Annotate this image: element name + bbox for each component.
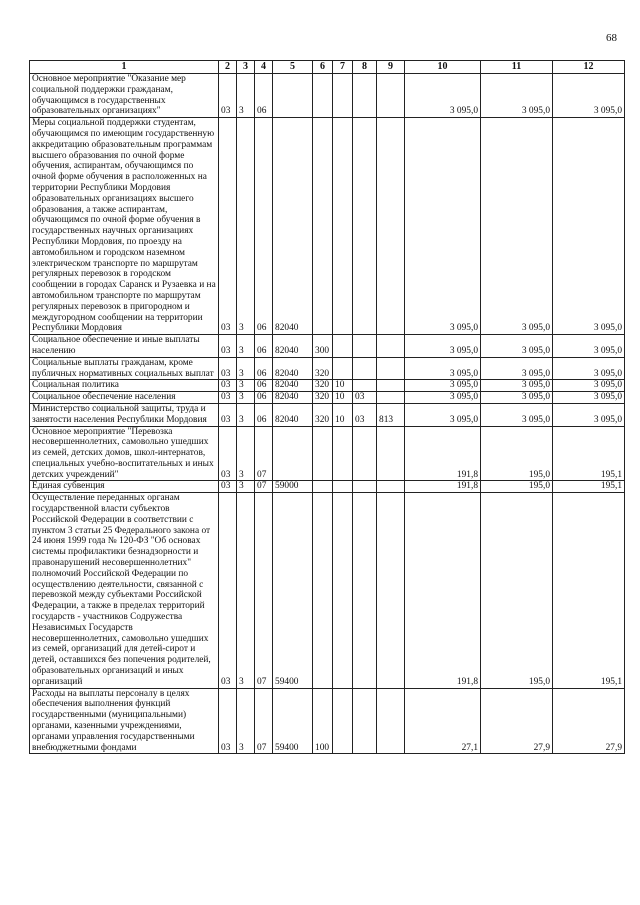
cell-code-9: [377, 493, 405, 688]
cell-amount-10: 191,8: [405, 426, 481, 481]
cell-code-9: [377, 335, 405, 358]
cell-code-6: 100: [313, 688, 333, 754]
cell-code-2: 03: [219, 335, 237, 358]
cell-code-3: 3: [237, 357, 255, 380]
cell-code-6: 320: [313, 380, 333, 392]
cell-code-3: 3: [237, 481, 255, 493]
cell-code-5: [273, 426, 313, 481]
cell-code-9: [377, 688, 405, 754]
cell-code-9: [377, 481, 405, 493]
cell-code-4: 06: [255, 357, 273, 380]
cell-code-7: [333, 74, 353, 118]
cell-amount-12: 3 095,0: [553, 392, 625, 404]
cell-amount-12: 3 095,0: [553, 357, 625, 380]
cell-amount-10: 191,8: [405, 493, 481, 688]
table-row: [30, 392, 625, 404]
cell-amount-10: 27,1: [405, 688, 481, 754]
column-header: 10: [405, 61, 481, 74]
table-row: [30, 426, 625, 481]
column-header: 1: [30, 61, 219, 74]
cell-code-9: 813: [377, 403, 405, 426]
cell-code-2: 03: [219, 481, 237, 493]
cell-code-7: [333, 481, 353, 493]
cell-amount-10: 3 095,0: [405, 403, 481, 426]
cell-code-2: 03: [219, 493, 237, 688]
page-number: 68: [606, 32, 617, 44]
column-header: 12: [553, 61, 625, 74]
cell-code-3: 3: [237, 403, 255, 426]
cell-code-4: 07: [255, 493, 273, 688]
cell-code-8: 03: [353, 392, 377, 404]
table-header-row: [30, 61, 625, 74]
table-row: [30, 380, 625, 392]
cell-amount-10: 3 095,0: [405, 380, 481, 392]
cell-code-5: 59000: [273, 481, 313, 493]
cell-code-6: 320: [313, 403, 333, 426]
cell-amount-11: 3 095,0: [481, 403, 553, 426]
row-name: Министерство социальной защиты, труда и занятости населения Республики Мордовия: [30, 403, 219, 426]
cell-code-3: 3: [237, 335, 255, 358]
row-name: Социальное обеспечение населения: [30, 392, 219, 404]
cell-code-8: [353, 688, 377, 754]
cell-code-6: [313, 118, 333, 335]
column-header: 11: [481, 61, 553, 74]
column-header: 3: [237, 61, 255, 74]
cell-code-4: 06: [255, 392, 273, 404]
column-header: 5: [273, 61, 313, 74]
cell-code-8: [353, 481, 377, 493]
table-row: [30, 481, 625, 493]
table-row: [30, 357, 625, 380]
row-name: Единая субвенция: [30, 481, 219, 493]
row-name: Социальные выплаты гражданам, кроме публичных нормативных социальных выплат: [30, 357, 219, 380]
cell-amount-10: 3 095,0: [405, 357, 481, 380]
cell-code-6: 320: [313, 357, 333, 380]
cell-code-2: 03: [219, 74, 237, 118]
cell-amount-10: 3 095,0: [405, 392, 481, 404]
cell-code-7: 10: [333, 380, 353, 392]
cell-amount-11: 3 095,0: [481, 357, 553, 380]
cell-code-3: 3: [237, 493, 255, 688]
cell-code-2: 03: [219, 688, 237, 754]
cell-code-5: 82040: [273, 118, 313, 335]
cell-code-2: 03: [219, 118, 237, 335]
cell-code-9: [377, 118, 405, 335]
cell-code-2: 03: [219, 380, 237, 392]
cell-code-3: 3: [237, 426, 255, 481]
cell-code-7: [333, 357, 353, 380]
cell-code-2: 03: [219, 403, 237, 426]
cell-code-7: [333, 426, 353, 481]
cell-amount-10: 191,8: [405, 481, 481, 493]
cell-code-5: 82040: [273, 357, 313, 380]
cell-code-3: 3: [237, 74, 255, 118]
cell-code-9: [377, 392, 405, 404]
column-header: 6: [313, 61, 333, 74]
cell-code-8: [353, 426, 377, 481]
cell-code-4: 06: [255, 74, 273, 118]
cell-code-4: 06: [255, 380, 273, 392]
row-name: Меры социальной поддержки студентам, обучающимся по имеющим государственную аккредитацию образовательным программам высшего образования по очной форме обучения, аспирантам, обучающимся по очной форме обучения в расположенных на территории Республики Мордовия образовательных организациях высшего образования, а также аспирантам, обучающимся по очной форме обучения в государственных научных организациях Республики Мордовия, по проезду на автомобильном и городском наземном электрическом транспорте по маршрутам регулярных перевозок в городском сообщении в городах Саранск и Рузаевка и на автомобильном транспорте по маршрутам регулярных перевозок в пригородном и междугородном сообщении на территории Республики Мордовия: [30, 118, 219, 335]
cell-code-4: 06: [255, 118, 273, 335]
cell-amount-11: 195,0: [481, 481, 553, 493]
cell-code-7: [333, 335, 353, 358]
cell-code-7: [333, 118, 353, 335]
cell-amount-11: 3 095,0: [481, 392, 553, 404]
cell-code-8: 03: [353, 403, 377, 426]
cell-code-2: 03: [219, 357, 237, 380]
cell-amount-12: 3 095,0: [553, 118, 625, 335]
column-header: 9: [377, 61, 405, 74]
cell-code-6: [313, 426, 333, 481]
column-header: 4: [255, 61, 273, 74]
cell-code-4: 06: [255, 403, 273, 426]
table-row: [30, 688, 625, 754]
cell-amount-11: 195,0: [481, 493, 553, 688]
row-name: Основное мероприятие "Оказание мер социальной поддержки гражданам, обучающимся в государственных образовательных организациях": [30, 74, 219, 118]
cell-code-8: [353, 357, 377, 380]
cell-code-2: 03: [219, 392, 237, 404]
cell-code-9: [377, 426, 405, 481]
cell-code-6: [313, 74, 333, 118]
cell-amount-11: 3 095,0: [481, 380, 553, 392]
cell-code-7: [333, 493, 353, 688]
cell-amount-11: 3 095,0: [481, 335, 553, 358]
cell-code-5: 59400: [273, 688, 313, 754]
cell-code-3: 3: [237, 380, 255, 392]
table-row: [30, 403, 625, 426]
cell-code-4: 07: [255, 426, 273, 481]
table-row: [30, 74, 625, 118]
cell-amount-11: 3 095,0: [481, 74, 553, 118]
budget-table: [29, 60, 625, 754]
cell-code-7: [333, 688, 353, 754]
cell-code-9: [377, 380, 405, 392]
column-header: 2: [219, 61, 237, 74]
cell-amount-10: 3 095,0: [405, 118, 481, 335]
cell-code-3: 3: [237, 118, 255, 335]
column-header: 7: [333, 61, 353, 74]
cell-code-4: 07: [255, 481, 273, 493]
cell-amount-12: 3 095,0: [553, 403, 625, 426]
cell-amount-12: 27,9: [553, 688, 625, 754]
column-header: 8: [353, 61, 377, 74]
table-row: [30, 335, 625, 358]
cell-amount-12: 195,1: [553, 426, 625, 481]
cell-code-5: [273, 74, 313, 118]
cell-amount-12: 195,1: [553, 481, 625, 493]
cell-amount-11: 27,9: [481, 688, 553, 754]
cell-code-8: [353, 74, 377, 118]
cell-amount-12: 195,1: [553, 493, 625, 688]
cell-code-8: [353, 118, 377, 335]
table-row: [30, 493, 625, 688]
row-name: Основное мероприятие "Перевозка несовершеннолетних, самовольно ушедших из семей, детских домов, школ-интернатов, специальных учебно-воспитательных и иных детских учреждений": [30, 426, 219, 481]
cell-code-5: 82040: [273, 380, 313, 392]
cell-code-9: [377, 74, 405, 118]
cell-code-5: 59400: [273, 493, 313, 688]
cell-code-4: 06: [255, 335, 273, 358]
cell-code-6: [313, 493, 333, 688]
cell-amount-10: 3 095,0: [405, 335, 481, 358]
cell-code-3: 3: [237, 688, 255, 754]
cell-code-8: [353, 380, 377, 392]
row-name: Осуществление переданных органам государственной власти субъектов Российской Федерации в соответствии с пунктом 3 статьи 25 Федерального закона от 24 июня 1999 года № 120-ФЗ "Об основах системы профилактики безнадзорности и правонарушений несовершеннолетних" полномочий Российской Федерации по осуществлению деятельности, связанной с перевозкой между субъектами Российской Федерации, а также в пределах территорий государств - участников Содружества Независимых Государств несовершеннолетних, самовольно ушедших из семей, организаций для детей-сирот и детей, оставшихся без попечения родителей, образовательных организаций и иных организаций: [30, 493, 219, 688]
cell-code-7: 10: [333, 403, 353, 426]
row-name: Социальное обеспечение и иные выплаты населению: [30, 335, 219, 358]
cell-code-5: 82040: [273, 335, 313, 358]
cell-code-8: [353, 493, 377, 688]
cell-code-6: [313, 481, 333, 493]
cell-amount-12: 3 095,0: [553, 335, 625, 358]
cell-code-6: 300: [313, 335, 333, 358]
cell-code-3: 3: [237, 392, 255, 404]
cell-code-8: [353, 335, 377, 358]
cell-code-2: 03: [219, 426, 237, 481]
cell-code-7: 10: [333, 392, 353, 404]
cell-code-5: 82040: [273, 403, 313, 426]
cell-code-6: 320: [313, 392, 333, 404]
cell-amount-12: 3 095,0: [553, 74, 625, 118]
cell-code-4: 07: [255, 688, 273, 754]
cell-code-9: [377, 357, 405, 380]
row-name: Социальная политика: [30, 380, 219, 392]
cell-code-5: 82040: [273, 392, 313, 404]
table-row: [30, 118, 625, 335]
cell-amount-11: 195,0: [481, 426, 553, 481]
cell-amount-10: 3 095,0: [405, 74, 481, 118]
row-name: Расходы на выплаты персоналу в целях обеспечения выполнения функций государственными (муниципальными) органами, казенными учреждениями, органами управления государственными внебюджетными фондами: [30, 688, 219, 754]
cell-amount-12: 3 095,0: [553, 380, 625, 392]
cell-amount-11: 3 095,0: [481, 118, 553, 335]
